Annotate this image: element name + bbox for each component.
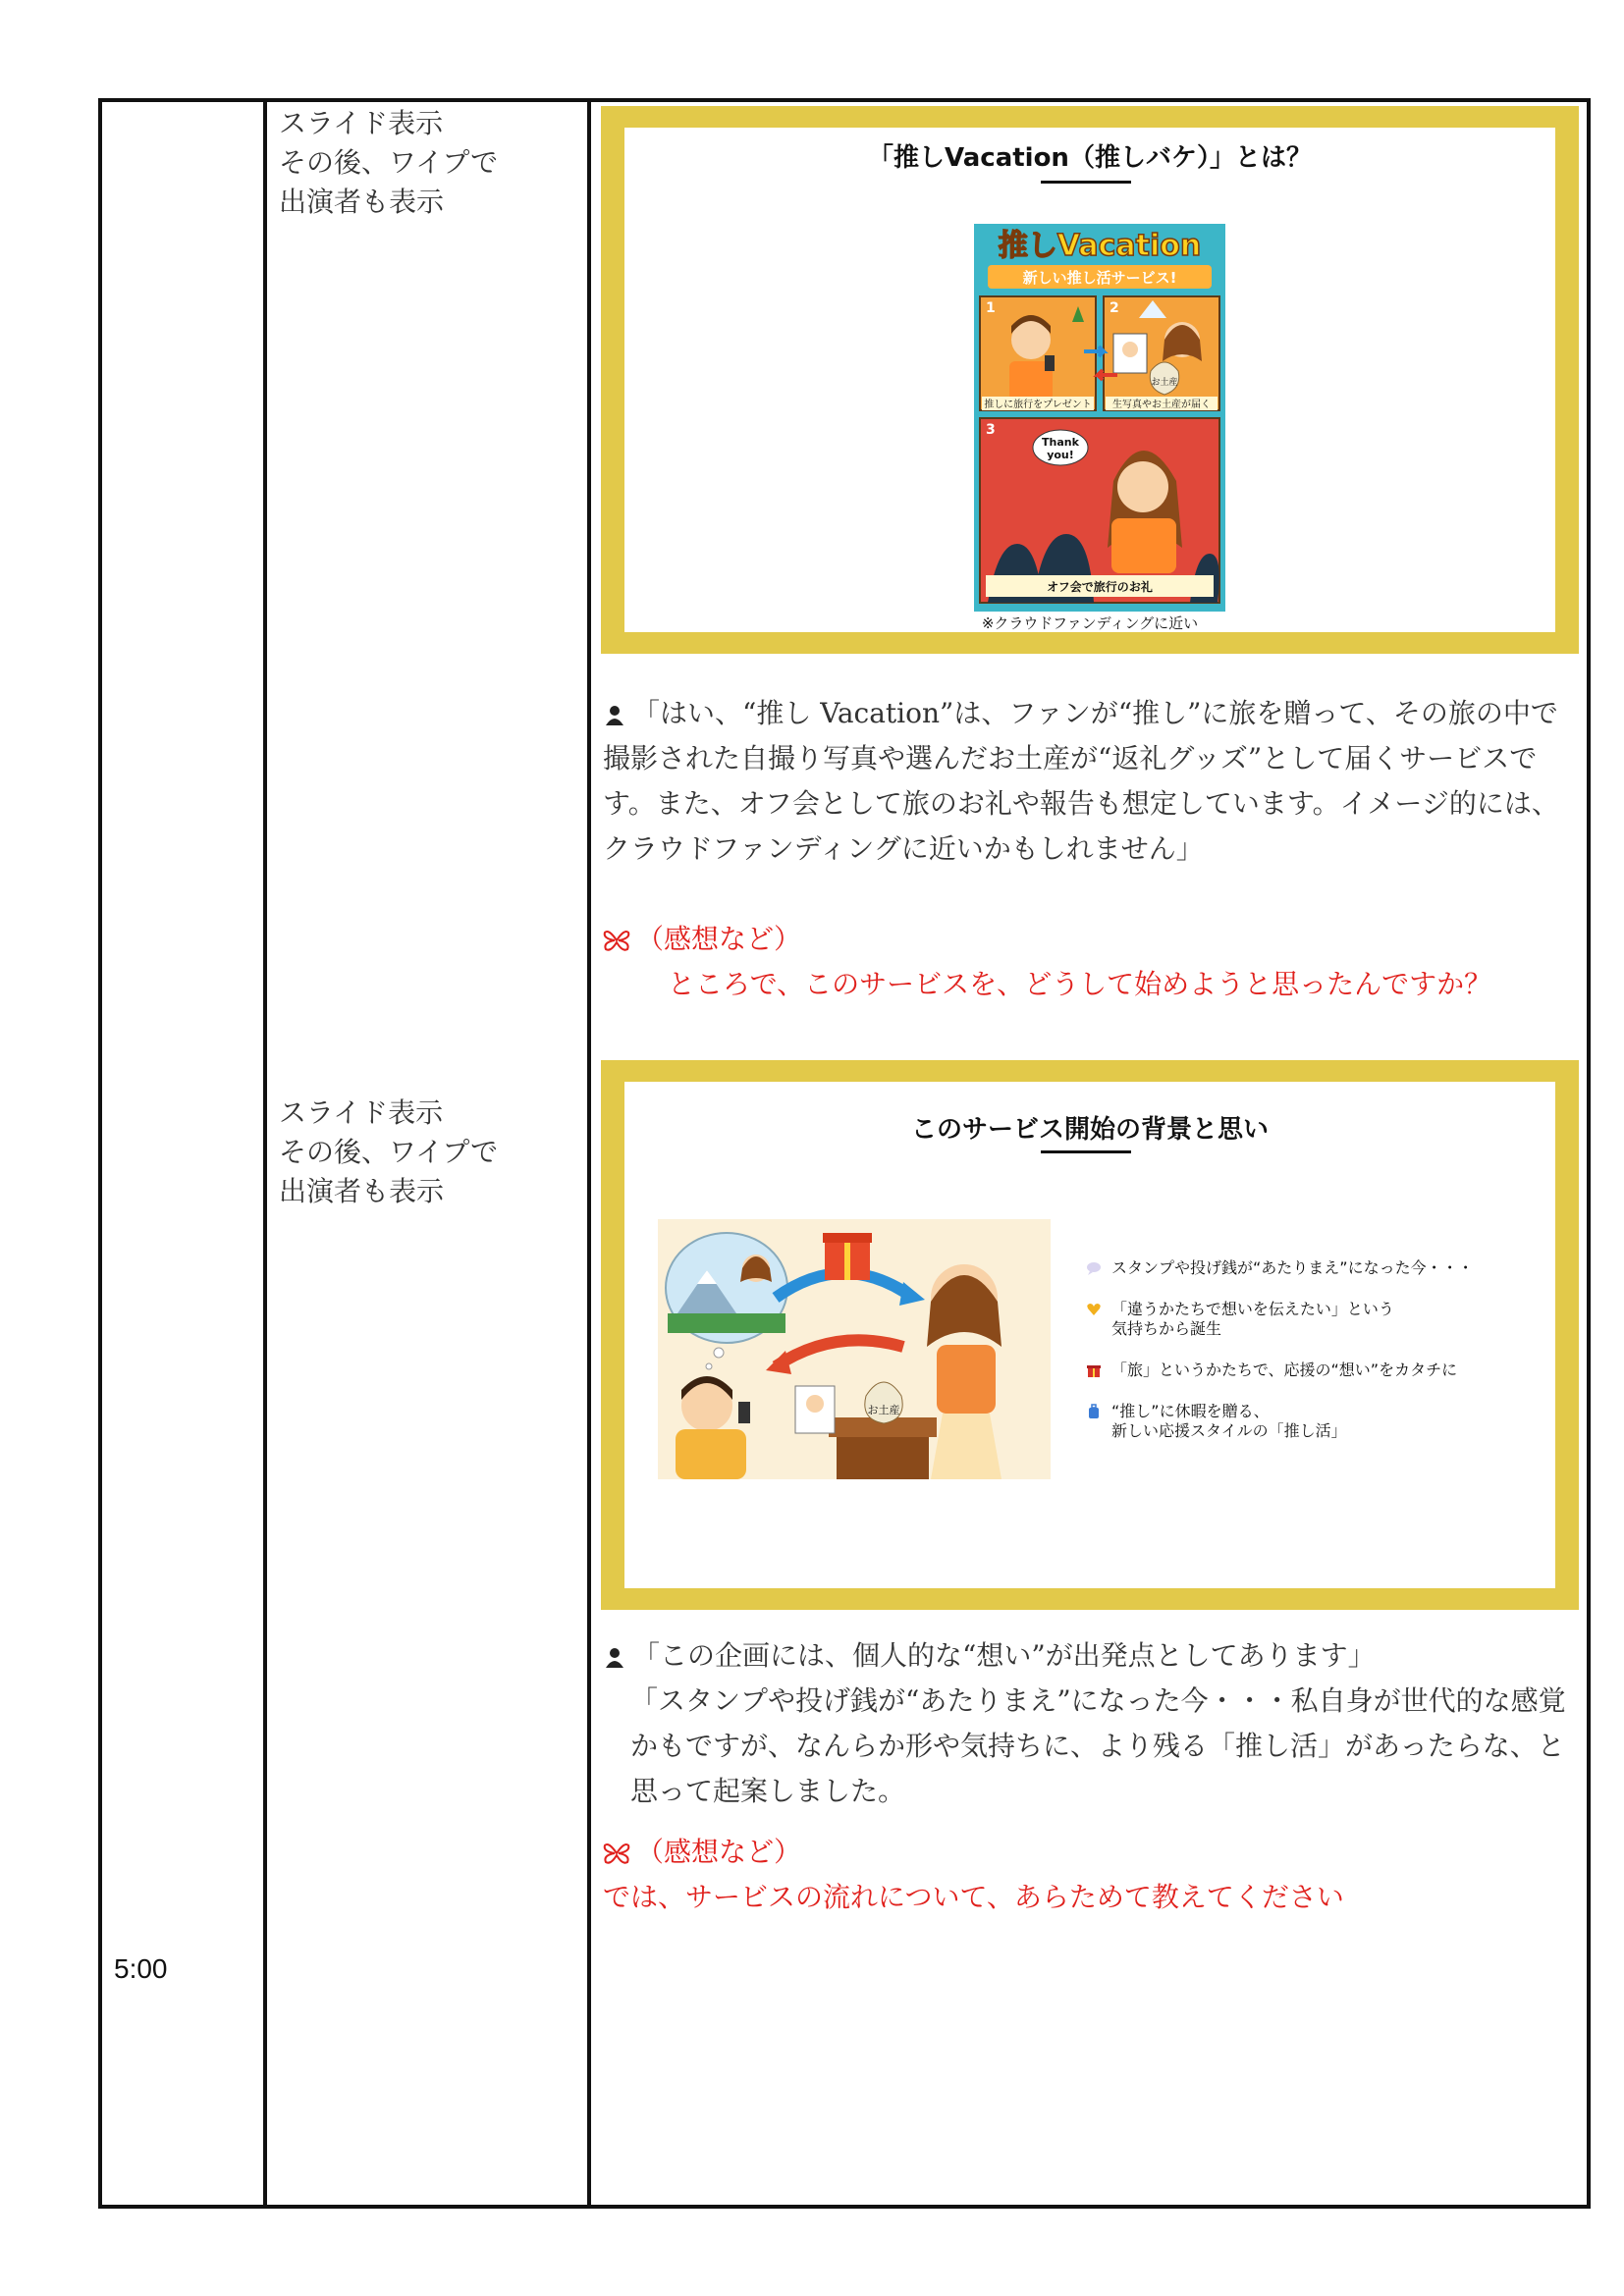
host-line-2 [603,1830,1585,1920]
background-illustration [658,1219,1051,1479]
bullet-item [1086,1402,1518,1441]
guest-speech-2-text: 「スタンプや投げ銭が“あたりまえ”になった今・・・私自身が世代的な感覚かもですが、なんらか形や気持ちに、より残る「推し活」があったらな、と思って起案しました。 [630,1684,1566,1807]
host-note-2: （感想など） [636,1836,802,1868]
bubble-text-1: Thank [1042,436,1079,449]
bullet-item [1086,1361,1518,1380]
bullet-text: 新しい応援スタイルの「推し活」 [1111,1421,1347,1440]
heart-icon [1086,1302,1102,1317]
bubble-text-2: you! [1047,449,1074,461]
title-underline [1041,1150,1131,1153]
column-divider-1 [263,102,267,2205]
svg-text:2: 2 [1110,300,1119,316]
stage-direction-line: 出演者も表示 [279,186,445,218]
slide-2-bullets [1086,1258,1518,1463]
guest-speech-1-text: 「はい、“推し Vacation”は、ファンが“推し”に旅を贈って、その旅の中で撮影された自撮り写真や選んだお土産が“返礼グッズ”として届くサービスです。また、オフ会として旅のお礼や報告も想定しています。イメージ的には、クラウドファンディングに近いかもしれません」 [603,697,1559,865]
slide-1-caption: ※クラウドファンディングに近い [981,614,1199,632]
stage-direction-line: スライド表示 [279,107,444,139]
panel-2-label: 生写真やお土産が届く [1112,400,1211,410]
phone-icon [1045,355,1055,371]
bullet-item [1086,1258,1518,1278]
stage-direction-line: スライド表示 [279,1096,444,1129]
slide-2-content [624,1082,1555,1588]
time-cue: 5:00 [114,1953,168,1984]
panel-1-label: 推しに旅行をプレゼント [984,400,1092,410]
souvenir-label: お土産 [867,1404,900,1416]
slide-1-title: 「推しVacation（推しバケ）」とは？ [868,143,1312,173]
svg-text:3: 3 [986,422,996,438]
stage-direction-line: その後、ワイプで [279,1136,499,1168]
speech-bubble-icon [1086,1260,1102,1276]
luggage-icon [1086,1404,1102,1419]
title-underline [1041,181,1131,184]
stage-direction-2 [279,1094,573,1211]
bullet-text: 「旅」というかたちで、応援の“想い”をカタチに [1111,1361,1458,1379]
poster-subtitle: 新しい推し活サービス! [1022,269,1177,287]
poster-title: 推しVacation [998,229,1202,263]
host-question-1: ところで、このサービスを、どうして始めようと思ったんですか？ [668,968,1492,1000]
idol-smile-icon [1117,461,1168,512]
svg-text:1: 1 [986,300,996,316]
slide-2 [601,1060,1579,1610]
stage-direction-1 [279,104,573,222]
phone-icon [738,1402,750,1423]
oshi-vacation-poster [974,224,1225,612]
bullet-item [1086,1300,1518,1339]
bullet-text: “推し”に休暇を贈る、 [1111,1402,1270,1420]
slide-2-title: このサービス開始の背景と思い [910,1115,1269,1145]
souvenir-label: お土産 [1151,378,1178,388]
butterfly-icon [603,929,630,952]
stage-direction-line: 出演者も表示 [279,1175,445,1207]
guest-speech-2-intro: 「この企画には、個人的な“想い”が出発点としてあります」 [632,1639,1376,1672]
person-icon [603,703,626,726]
host-note-1: （感想など） [636,923,802,955]
panel-3-label: オフ会で旅行のお礼 [1047,580,1153,594]
person-icon [603,1645,626,1669]
host-question-2: では、サービスの流れについて、あらためて教えてください [603,1881,1344,1913]
butterfly-icon [603,1842,630,1865]
guest-speech-2 [603,1633,1585,1814]
bullet-text: 気持ちから誕生 [1111,1319,1222,1338]
stage-direction-line: その後、ワイプで [279,146,499,179]
bullet-text: 「違うかたちで想いを伝えたい」という [1111,1300,1394,1318]
slide-1-content [624,128,1555,632]
column-divider-2 [587,102,591,2205]
script-table [98,98,1591,2209]
host-line-1 [603,917,1585,1007]
bullet-text: スタンプや投げ銭が“あたりまえ”になった今・・・ [1111,1258,1474,1277]
slide-1 [601,106,1579,654]
gift-icon [1086,1362,1102,1378]
guest-speech-1 [603,691,1585,872]
